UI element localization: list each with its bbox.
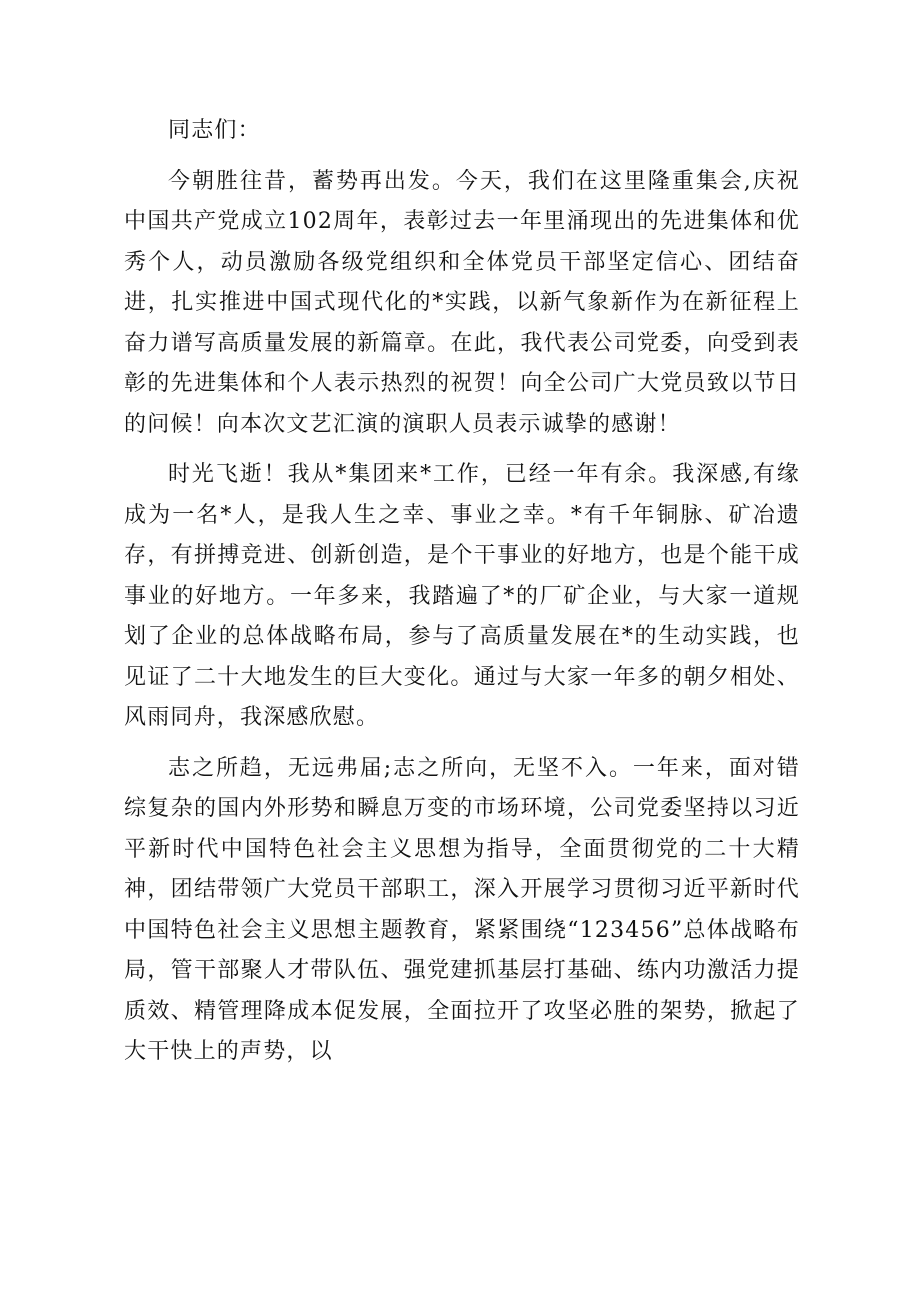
paragraph-3: 志之所趋，无远弗届;志之所向，无坚不入。一年来，面对错综复杂的国内外形势和瞬息万变的市场环境，公司党委坚持以习近平新时代中国特色社会主义思想为指导，全面贯彻党的二十大精神，团结带领广大党员干部职工，深入开展学习贯彻习近平新时代中国特色社会主义思想主题教育，紧紧围绕“123456”总体战略布局，管干部聚人才带队伍、强党建抓基层打基础、练内功激活力提质效、精管理降成本促发展，全面拉开了攻坚必胜的架势，掀起了大干快上的声势，以 <box>124 755 800 1064</box>
salutation: 同志们： <box>168 118 261 143</box>
document-body <box>124 111 800 1073</box>
paragraph-1: 今朝胜往昔，蓄势再出发。今天，我们在这里隆重集会,庆祝中国共产党成立102周年，表彰过去一年里涌现出的先进集体和优秀个人，动员激励各级党组织和全体党员干部坚定信心、团结奋进，扎实推进中国式现代化的*实践，以新气象新作为在新征程上奋力谱写高质量发展的新篇章。在此，我代表公司党委，向受到表彰的先进集体和个人表示热烈的祝贺！向全公司广大党员致以节日的问候！向本次文艺汇演的演职人员表示诚挚的感谢！ <box>124 168 800 437</box>
paragraph-2: 时光飞逝！我从*集团来*工作，已经一年有余。我深感,有缘成为一名*人，是我人生之幸、事业之幸。*有千年铜脉、矿冶遗存，有拼搏竞进、创新创造，是个干事业的好地方，也是个能干成事业的好地方。一年多来，我踏遍了*的厂矿企业，与大家一道规划了企业的总体战略布局，参与了高质量发展在*的生动实践，也见证了二十大地发生的巨大变化。通过与大家一年多的朝夕相处、风雨同舟，我深感欣慰。 <box>124 462 800 730</box>
